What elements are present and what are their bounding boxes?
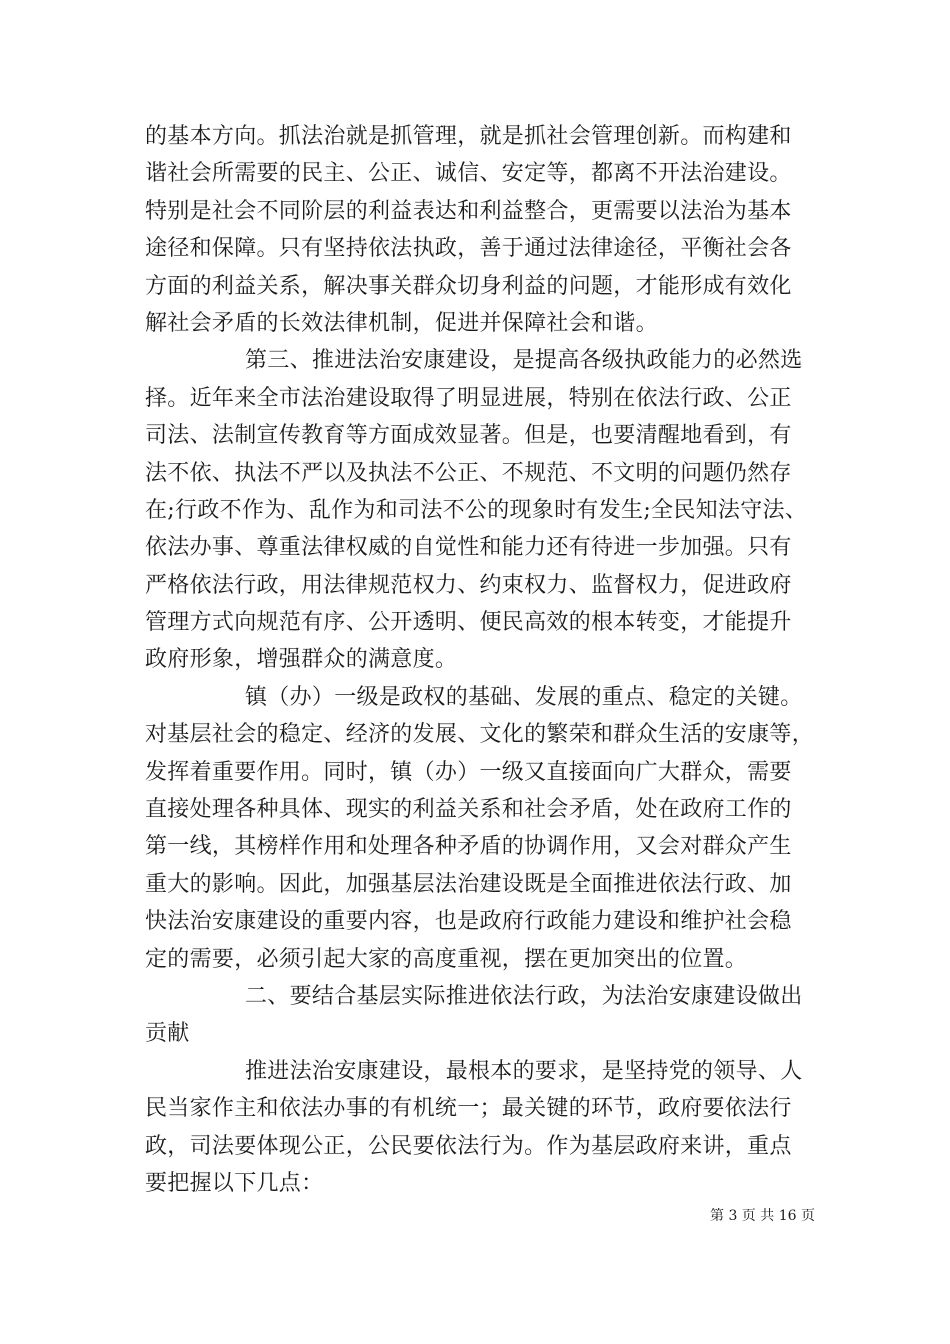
text-line: 对基层社会的稳定、经济的发展、文化的繁荣和群众生活的安康等， — [145, 722, 815, 748]
text-line: 择。近年来全市法治建设取得了明显进展，特别在依法行政、公正 — [145, 385, 792, 411]
text-line: 民当家作主和依法办事的有机统一；最关键的环节，政府要依法行 — [145, 1096, 792, 1122]
text-line: 发挥着重要作用。同时，镇（办）一级又直接面向广大群众，需要 — [145, 759, 792, 785]
text-line: 途径和保障。只有坚持依法执政，善于通过法律途径，平衡社会各 — [145, 236, 792, 262]
text-line: 严格依法行政，用法律规范权力、约束权力、监督权力，促进政府 — [145, 572, 792, 598]
text-line: 定的需要，必须引起大家的高度重视，摆在更加突出的位置。 — [145, 946, 748, 972]
text-line: 特别是社会不同阶层的利益表达和利益整合，更需要以法治为基本 — [145, 198, 792, 224]
paragraph-first-line: 二、要结合基层实际推进依法行政，为法治安康建设做出 — [245, 983, 803, 1009]
paragraph-first-line: 第三、推进法治安康建设，是提高各级执政能力的必然选 — [245, 348, 803, 374]
text-line: 谐社会所需要的民主、公正、诚信、安定等，都离不开法治建设。 — [145, 161, 792, 187]
text-line: 政，司法要体现公正，公民要依法行为。作为基层政府来讲，重点 — [145, 1133, 792, 1159]
text-line: 司法、法制宣传教育等方面成效显著。但是，也要清醒地看到，有 — [145, 423, 792, 449]
text-line: 方面的利益关系，解决事关群众切身利益的问题，才能形成有效化 — [145, 273, 792, 299]
paragraph-first-line: 推进法治安康建设，最根本的要求，是坚持党的领导、人 — [245, 1058, 803, 1084]
text-line: 贡献 — [145, 1021, 190, 1047]
paragraph-first-line: 镇（办）一级是政权的基础、发展的重点、稳定的关键。 — [245, 684, 803, 710]
text-line: 在;行政不作为、乱作为和司法不公的现象时有发生;全民知法守法、 — [145, 497, 808, 523]
text-line: 政府形象，增强群众的满意度。 — [145, 647, 458, 673]
text-line: 快法治安康建设的重要内容，也是政府行政能力建设和维护社会稳 — [145, 909, 792, 935]
text-line: 第一线，其榜样作用和处理各种矛盾的协调作用，又会对群众产生 — [145, 834, 792, 860]
document-body — [145, 118, 825, 1202]
text-line: 管理方式向规范有序、公开透明、便民高效的根本转变，才能提升 — [145, 610, 792, 636]
text-line: 的基本方向。抓法治就是抓管理，就是抓社会管理创新。而构建和 — [145, 124, 792, 149]
text-line: 依法办事、尊重法律权威的自觉性和能力还有待进一步加强。只有 — [145, 535, 792, 561]
page-number-footer: 第 3 页 共 16 页 — [710, 1208, 815, 1224]
text-line: 重大的影响。因此，加强基层法治建设既是全面推进依法行政、加 — [145, 871, 792, 897]
text-line: 法不依、执法不严以及执法不公正、不规范、不文明的问题仍然存 — [145, 460, 792, 486]
text-line: 直接处理各种具体、现实的利益关系和社会矛盾，处在政府工作的 — [145, 797, 792, 823]
text-line: 解社会矛盾的长效法律机制，促进并保障社会和谐。 — [145, 310, 658, 336]
text-line: 要把握以下几点： — [145, 1170, 324, 1196]
